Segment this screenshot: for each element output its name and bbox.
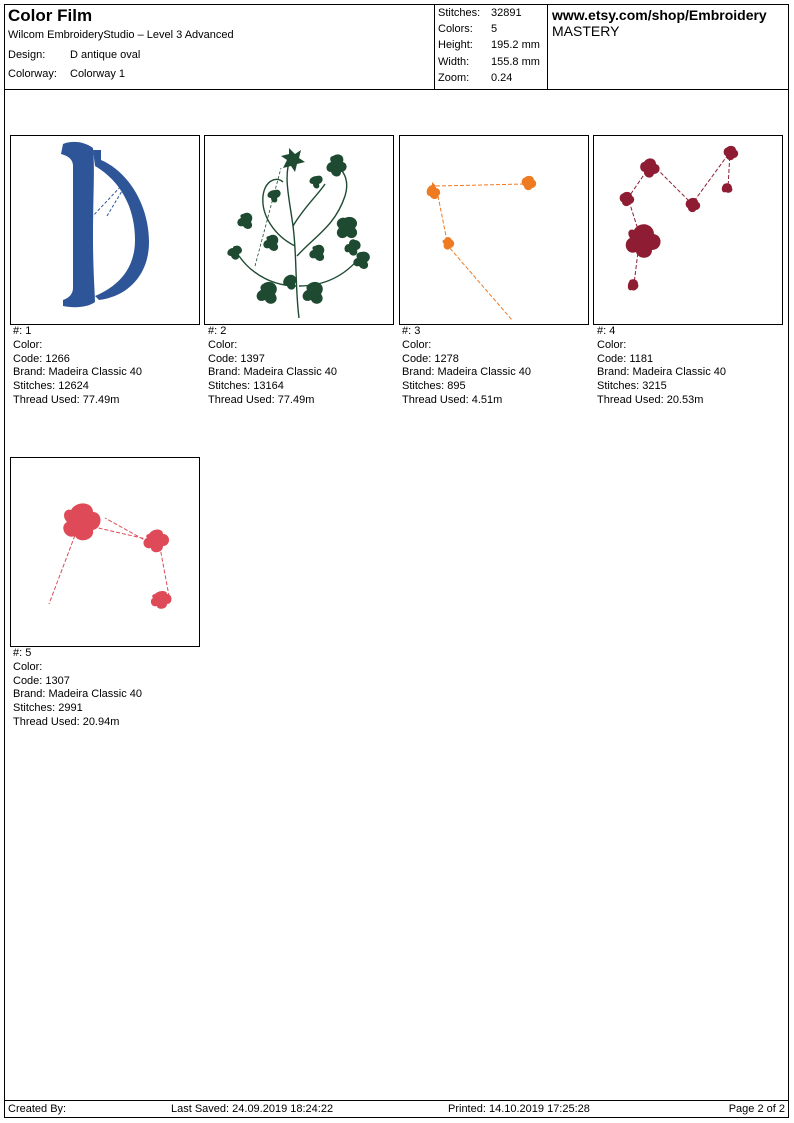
small-flowers-shape-icon xyxy=(400,136,588,324)
header-shop xyxy=(548,4,789,89)
header-stats xyxy=(434,4,548,89)
color-thread-used: Thread Used: 77.49m xyxy=(208,393,315,406)
stat-label: Zoom: xyxy=(438,72,470,84)
color-stitches: Stitches: 3215 xyxy=(597,380,667,393)
color-thread-used: Thread Used: 77.49m xyxy=(13,393,120,406)
color-info-5 xyxy=(13,647,142,730)
stat-height xyxy=(438,39,540,51)
stat-value: 155.8 mm xyxy=(491,56,540,68)
color-stitches: Stitches: 2991 xyxy=(13,702,83,715)
report-footer xyxy=(4,1100,789,1118)
color-brand: Brand: Madeira Classic 40 xyxy=(402,366,532,379)
color-info-2 xyxy=(208,325,337,408)
stat-stitches xyxy=(438,7,522,19)
color-stitches: Stitches: 895 xyxy=(402,380,466,393)
color-code: Code: 1278 xyxy=(402,352,459,365)
stat-value: 32891 xyxy=(491,7,522,19)
floral-vine-shape-icon xyxy=(205,136,393,324)
design-label: Design: xyxy=(8,49,46,61)
colorway-label: Colorway: xyxy=(8,68,57,80)
color-info-3 xyxy=(402,325,531,408)
color-label: Color: xyxy=(13,338,43,351)
color-code: Code: 1266 xyxy=(13,352,70,365)
color-info-4 xyxy=(597,325,726,408)
stat-zoom xyxy=(438,72,512,84)
color-thumbnail-4 xyxy=(593,135,783,325)
printed-date: Printed: 14.10.2019 17:25:28 xyxy=(448,1103,590,1115)
last-saved: Last Saved: 24.09.2019 18:24:22 xyxy=(171,1103,334,1115)
color-brand: Brand: Madeira Classic 40 xyxy=(208,366,338,379)
color-thumbnail-2 xyxy=(204,135,394,325)
shop-url: www.etsy.com/shop/Embroidery xyxy=(552,7,767,23)
header-design-info xyxy=(4,4,434,89)
color-number: #: 5 xyxy=(13,647,32,659)
color-brand: Brand: Madeira Classic 40 xyxy=(13,366,143,379)
red-flowers-shape-icon xyxy=(11,458,199,646)
color-number: #: 1 xyxy=(13,325,32,337)
color-thread-used: Thread Used: 4.51m xyxy=(402,393,503,406)
shop-url-continued: MASTERY xyxy=(552,23,620,39)
color-label: Color: xyxy=(13,660,43,673)
page-title: Color Film xyxy=(8,6,93,25)
stat-colors xyxy=(438,23,497,35)
color-stitches: Stitches: 13164 xyxy=(208,380,284,393)
color-number: #: 4 xyxy=(597,325,616,337)
colorway-row xyxy=(8,68,125,80)
color-label: Color: xyxy=(402,338,432,351)
created-by: Created By: xyxy=(8,1103,67,1115)
stat-label: Colors: xyxy=(438,23,473,35)
stat-label: Stitches: xyxy=(438,7,481,19)
color-number: #: 3 xyxy=(402,325,421,337)
stat-label: Height: xyxy=(438,39,473,51)
software-name: Wilcom EmbroideryStudio – Level 3 Advanced xyxy=(8,29,234,41)
color-brand: Brand: Madeira Classic 40 xyxy=(597,366,727,379)
color-code: Code: 1181 xyxy=(597,352,654,365)
color-code: Code: 1397 xyxy=(208,352,265,365)
stat-value: 5 xyxy=(491,23,498,35)
color-number: #: 2 xyxy=(208,325,227,337)
design-row xyxy=(8,49,140,61)
stat-value: 195.2 mm xyxy=(491,39,540,51)
color-code: Code: 1307 xyxy=(13,674,70,687)
color-stitches: Stitches: 12624 xyxy=(13,380,89,393)
berries-shape-icon xyxy=(594,136,782,324)
color-brand: Brand: Madeira Classic 40 xyxy=(13,688,143,701)
page-number: Page 2 of 2 xyxy=(728,1103,785,1115)
color-label: Color: xyxy=(208,338,238,351)
letter-d-shape-icon xyxy=(11,136,199,324)
stat-width xyxy=(438,56,540,68)
color-label: Color: xyxy=(597,338,627,351)
color-thumbnail-5 xyxy=(10,457,200,647)
color-thread-used: Thread Used: 20.94m xyxy=(13,715,120,728)
color-thumbnail-1 xyxy=(10,135,200,325)
stat-value: 0.24 xyxy=(491,72,513,84)
stat-label: Width: xyxy=(438,56,470,68)
color-thumbnail-3 xyxy=(399,135,589,325)
report-header xyxy=(4,4,789,90)
color-thread-used: Thread Used: 20.53m xyxy=(597,393,704,406)
colorway-value: Colorway 1 xyxy=(70,68,126,80)
design-value: D antique oval xyxy=(70,49,141,61)
color-info-1 xyxy=(13,325,142,408)
